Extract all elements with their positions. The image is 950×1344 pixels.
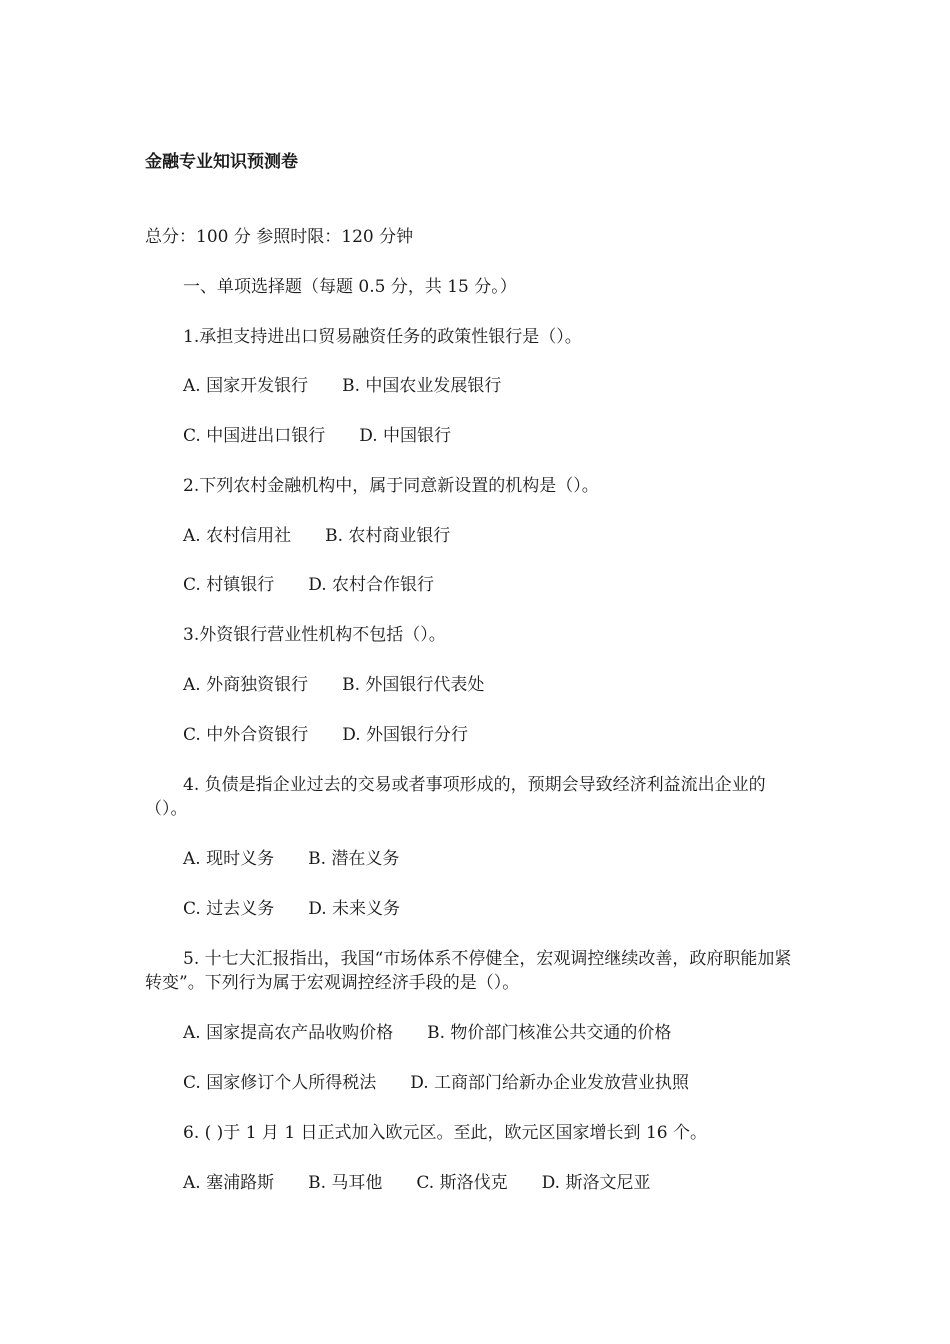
section-heading: 一、单项选择题（每题 0.5 分，共 15 分。） [183, 277, 517, 297]
question-stem-5: 5. 十七大汇报指出，我国“市场体系不停健全，宏观调控继续改善，政府职能加紧转变”。下列行为属于宏观调控经济手段的是（）。 [145, 949, 792, 993]
option-b: B. 潜在义务 [308, 849, 400, 869]
option-row [183, 1021, 671, 1045]
option-row [183, 573, 434, 597]
option-a: A. 农村信用社 [183, 526, 292, 546]
option-c: C. 国家修订个人所得税法 [183, 1073, 377, 1093]
question-stem-1: 1.承担支持进出口贸易融资任务的政策性银行是（）。 [183, 327, 582, 347]
option-d: D. 中国银行 [359, 426, 452, 446]
option-c: C. 过去义务 [183, 899, 275, 919]
option-row [183, 424, 451, 448]
option-row [183, 673, 484, 697]
option-c: C. 中外合资银行 [183, 725, 309, 745]
option-row [183, 524, 450, 548]
question-stem-4: 4. 负债是指企业过去的交易或者事项形成的，预期会导致经济利益流出企业的（）。 [145, 775, 766, 819]
option-b: B. 外国银行代表处 [342, 675, 485, 695]
option-row [183, 1071, 689, 1095]
option-b: B. 农村商业银行 [325, 526, 451, 546]
document-title: 金融专业知识预测卷 [145, 152, 298, 172]
option-a: A. 现时义务 [183, 849, 275, 869]
exam-meta: 总分：100 分 参照时限：120 分钟 [145, 227, 414, 247]
option-b: B. 马耳他 [308, 1173, 383, 1193]
option-a: A. 塞浦路斯 [183, 1173, 275, 1193]
option-row [183, 723, 468, 747]
question-stem-2: 2.下列农村金融机构中，属于同意新设置的机构是（）。 [183, 476, 599, 496]
question-stem-6: 6. ( )于 1 月 1 日正式加入欧元区。至此，欧元区国家增长到 16 个。 [183, 1123, 707, 1143]
question-stem-3: 3.外资银行营业性机构不包括（）。 [183, 625, 446, 645]
option-row [183, 897, 400, 921]
option-d: D. 斯洛文尼亚 [541, 1173, 651, 1193]
option-c: C. 中国进出口银行 [183, 426, 326, 446]
option-c: C. 村镇银行 [183, 575, 275, 595]
option-d: D. 未来义务 [308, 899, 401, 919]
option-b: B. 中国农业发展银行 [342, 376, 502, 396]
option-a: A. 国家提高农产品收购价格 [183, 1023, 394, 1043]
option-d: D. 工商部门给新办企业发放营业执照 [410, 1073, 690, 1093]
option-b: B. 物价部门核准公共交通的价格 [427, 1023, 672, 1043]
option-c: C. 斯洛伐克 [416, 1173, 508, 1193]
option-a: A. 外商独资银行 [183, 675, 309, 695]
option-row [183, 1171, 650, 1195]
option-d: D. 外国银行分行 [342, 725, 469, 745]
option-row [183, 847, 399, 871]
option-a: A. 国家开发银行 [183, 376, 309, 396]
option-d: D. 农村合作银行 [308, 575, 435, 595]
option-row [183, 374, 501, 398]
